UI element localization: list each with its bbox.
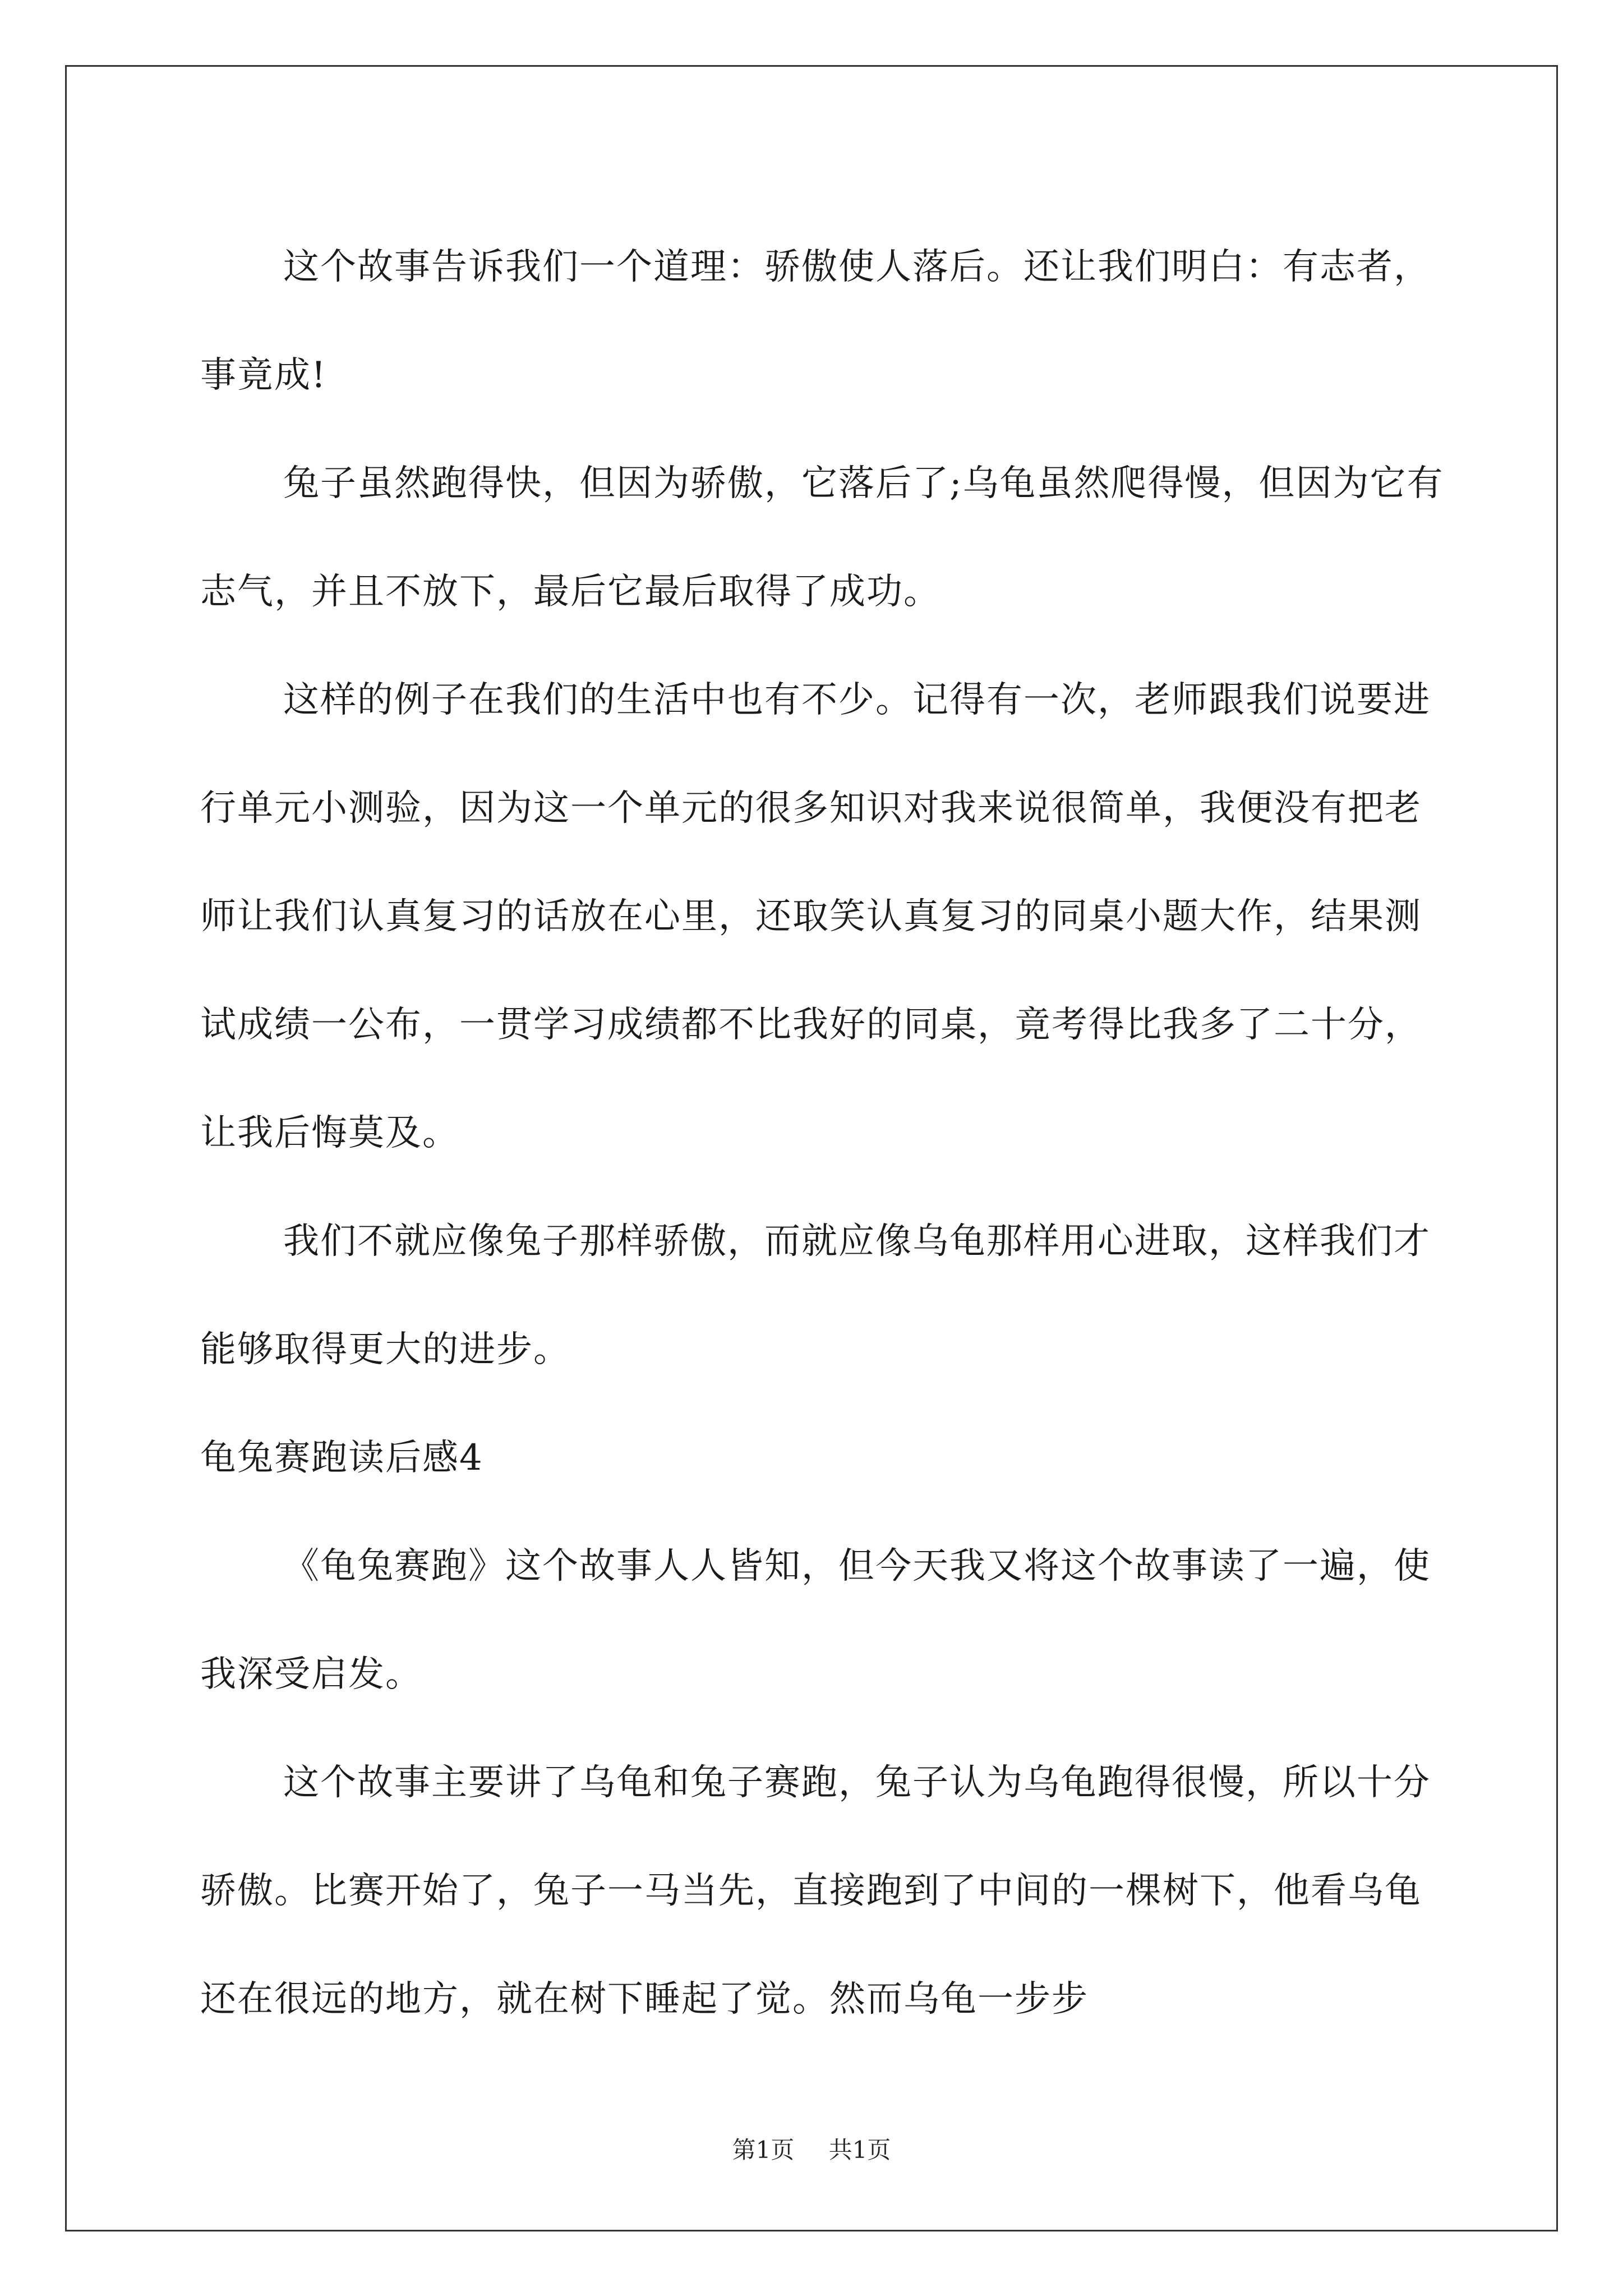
section-heading: 龟兔赛跑读后感4: [200, 1437, 483, 1479]
document-body: [200, 213, 1456, 2054]
page-footer: [0, 2132, 1623, 2165]
paragraph-6: 这个故事主要讲了乌龟和兔子赛跑，兔子认为乌龟跑得很慢，所以十分骄傲。比赛开始了，兔子一马当先，直接跑到了中间的一棵树下，他看乌龟还在很远的地方，就在树下睡起了觉。然而乌龟一步步: [200, 1762, 1431, 2020]
paragraph-2: 兔子虽然跑得快，但因为骄傲，它落后了;乌龟虽然爬得慢，但因为它有志气，并且不放下，最后它最后取得了成功。: [200, 463, 1444, 613]
page-total: 共1页: [828, 2136, 891, 2164]
paragraph-3: 这样的例子在我们的生活中也有不少。记得有一次，老师跟我们说要进行单元小测验，因为这一个单元的很多知识对我来说很简单，我便没有把老师让我们认真复习的话放在心里，还取笑认真复习的同桌小题大作，结果测试成绩一公布，一贯学习成绩都不比我好的同桌，竟考得比我多了二十分，让我后悔莫及。: [200, 679, 1431, 1154]
paragraph-1: 这个故事告诉我们一个道理：骄傲使人落后。还让我们明白：有志者，事竟成!: [200, 246, 1431, 396]
paragraph-4: 我们不就应像兔子那样骄傲，而就应像乌龟那样用心进取，这样我们才能够取得更大的进步。: [200, 1221, 1431, 1370]
page-number: 第1页: [732, 2136, 795, 2164]
paragraph-5: 《龟兔赛跑》这个故事人人皆知，但今天我又将这个故事读了一遍，使我深受启发。: [200, 1545, 1431, 1695]
